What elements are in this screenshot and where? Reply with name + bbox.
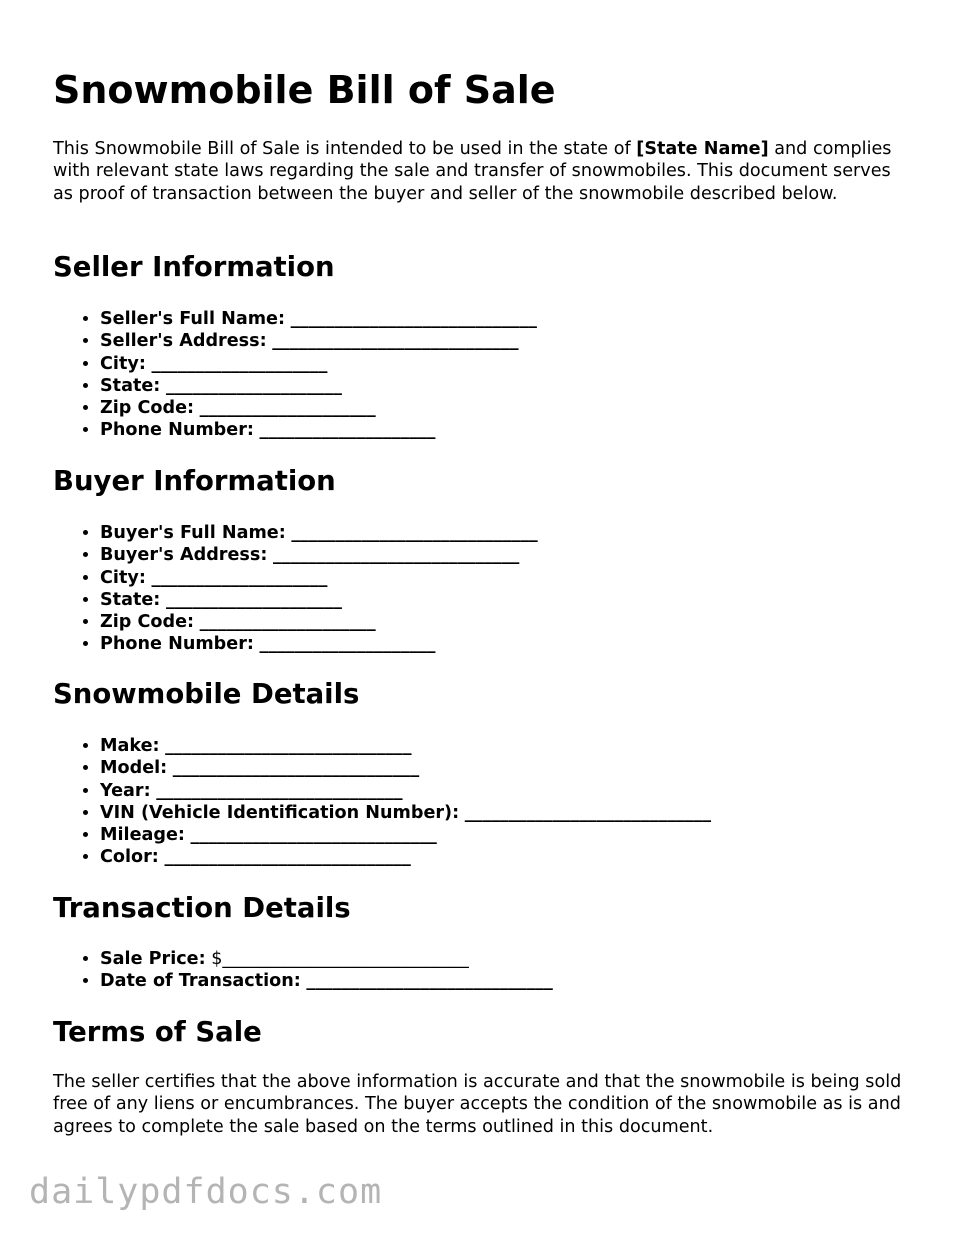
seller-city-field: [100, 353, 537, 375]
terms-paragraph: The seller certifies that the above information is accurate and that the snowmobile is being sold free of any liens or encumbrances. The buyer accepts the condition of the snowmobile as is and agrees to complete the sale based on the terms outlined in this document.: [53, 1072, 902, 1137]
field-label: State:: [100, 375, 161, 396]
seller-section-heading: Seller Information: [53, 251, 335, 283]
field-label: Phone Number:: [100, 420, 254, 441]
field-label: State:: [100, 589, 161, 610]
field-label: City:: [100, 567, 146, 588]
field-label: Sale Price:: [100, 949, 206, 969]
page-title: Snowmobile Bill of Sale: [53, 68, 556, 112]
seller-address-field: [100, 330, 537, 352]
field-blank: ____________________________: [172, 758, 420, 779]
field-label: Date of Transaction:: [100, 971, 301, 992]
field-label: Color:: [100, 847, 159, 868]
year-field: [100, 780, 711, 802]
field-blank: ____________________________: [165, 736, 412, 756]
field-blank: ____________________________: [272, 331, 519, 352]
model-field: [100, 757, 711, 779]
field-blank: ____________________________: [190, 825, 437, 846]
seller-full-name-field: [100, 308, 537, 330]
field-blank: ____________________: [199, 612, 376, 633]
mileage-field: [100, 824, 711, 846]
field-blank: ____________________: [259, 634, 436, 655]
field-blank: ____________________________: [290, 309, 537, 329]
snowmobile-field-list: [53, 735, 711, 869]
buyer-full-name-field: [100, 522, 538, 544]
site-watermark: dailypdfdocs.com: [29, 1172, 383, 1212]
field-label: Zip Code:: [100, 612, 195, 633]
seller-state-field: [100, 375, 537, 397]
field-label: Mileage:: [100, 825, 185, 846]
field-blank: ____________________________: [272, 545, 520, 566]
field-label: Buyer's Address:: [100, 545, 268, 566]
field-blank: ____________________________: [464, 802, 712, 823]
field-label: City:: [100, 353, 146, 374]
make-field: [100, 735, 711, 757]
field-label: VIN (Vehicle Identification Number):: [100, 802, 460, 823]
field-label: Make:: [100, 736, 160, 756]
transaction-section-heading: Transaction Details: [53, 892, 351, 924]
state-name-placeholder: [State Name]: [636, 139, 769, 159]
vin-field: [100, 802, 711, 824]
transaction-date-field: [100, 970, 553, 992]
field-blank: ____________________: [165, 375, 342, 396]
buyer-field-list: [53, 522, 538, 656]
field-blank: ____________________________: [291, 523, 538, 543]
buyer-address-field: [100, 544, 538, 566]
field-label: Seller's Address:: [100, 331, 267, 352]
transaction-field-list: [53, 948, 553, 993]
field-label: Model:: [100, 758, 168, 779]
buyer-phone-field: [100, 633, 538, 655]
buyer-zip-field: [100, 611, 538, 633]
field-blank: ____________________: [151, 353, 328, 374]
field-blank: ____________________________: [164, 847, 411, 868]
seller-phone-field: [100, 419, 537, 441]
field-label: Buyer's Full Name:: [100, 523, 286, 543]
field-blank: $____________________________: [211, 949, 469, 969]
sale-price-field: [100, 948, 553, 970]
intro-paragraph: [53, 138, 903, 205]
field-blank: ____________________________: [306, 971, 553, 992]
field-label: Zip Code:: [100, 398, 195, 419]
buyer-section-heading: Buyer Information: [53, 465, 336, 497]
buyer-state-field: [100, 589, 538, 611]
field-blank: ____________________________: [156, 780, 403, 801]
seller-zip-field: [100, 397, 537, 419]
field-label: Year:: [100, 780, 151, 801]
seller-field-list: [53, 308, 537, 442]
field-blank: ____________________: [259, 420, 436, 441]
buyer-city-field: [100, 567, 538, 589]
intro-text-after: and complies with relevant state laws regarding the sale and transfer of snowmobiles. This document serves as proof of transaction between the buyer and seller of the snowmobile described below.: [53, 139, 892, 204]
field-label: Seller's Full Name:: [100, 309, 286, 329]
terms-section-heading: Terms of Sale: [53, 1016, 262, 1048]
field-blank: ____________________: [151, 567, 328, 588]
field-label: Phone Number:: [100, 634, 254, 655]
field-blank: ____________________: [199, 398, 376, 419]
field-blank: ____________________: [165, 589, 342, 610]
snowmobile-section-heading: Snowmobile Details: [53, 678, 360, 710]
color-field: [100, 846, 711, 868]
intro-text-before: This Snowmobile Bill of Sale is intended to be used in the state of: [53, 139, 637, 159]
